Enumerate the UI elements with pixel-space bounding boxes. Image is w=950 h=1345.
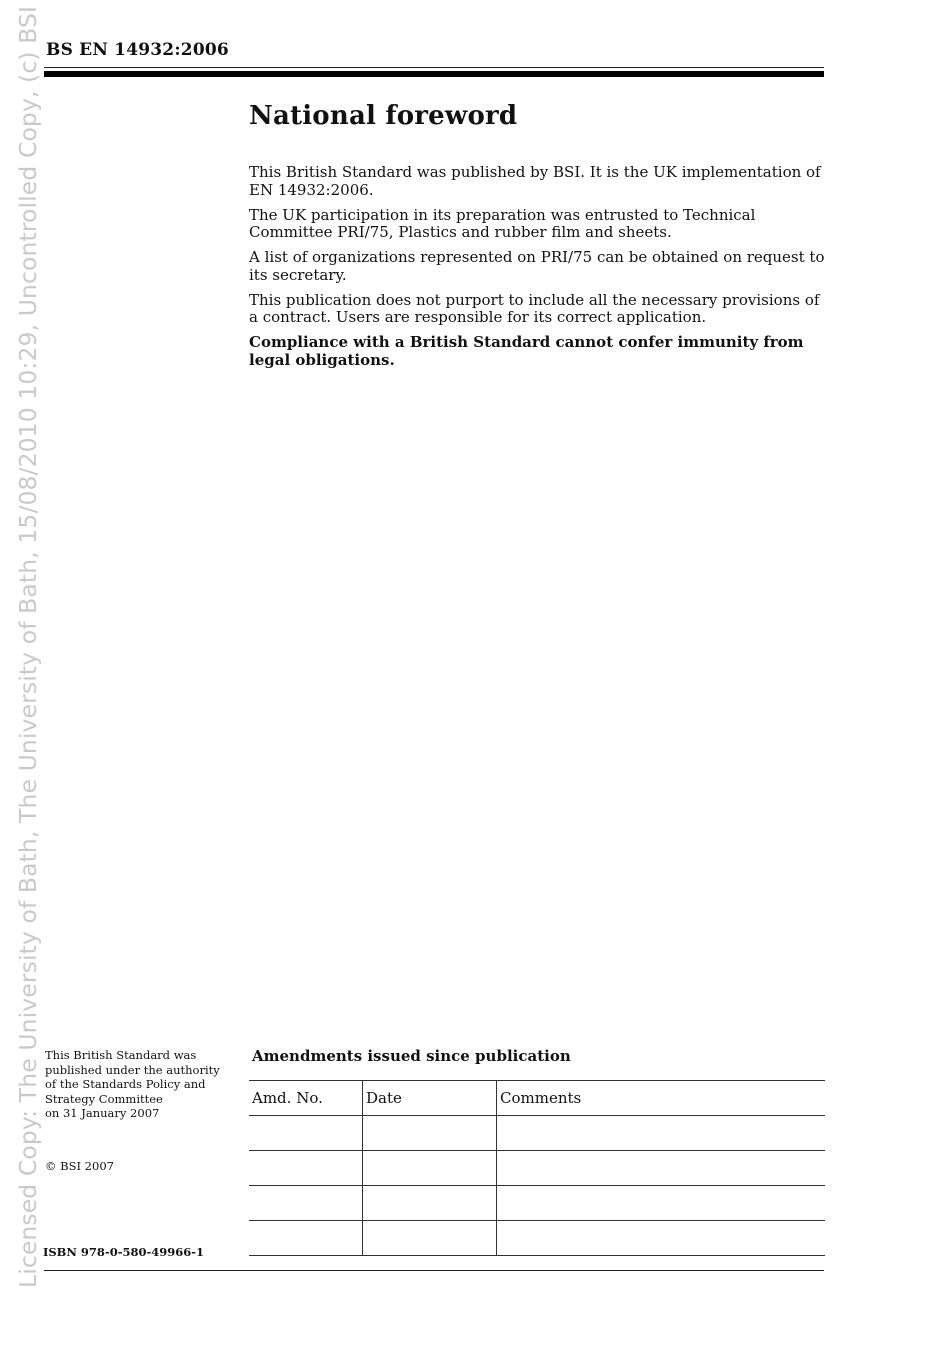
footer-rule [44, 1270, 824, 1271]
table-cell [363, 1186, 497, 1221]
publication-note-line: Strategy Committee [45, 1091, 163, 1106]
page-title: National foreword [249, 101, 518, 131]
column-header-amd-no: Amd. No. [249, 1081, 363, 1116]
publication-note-line: of the Standards Policy and [45, 1077, 206, 1091]
table-row [249, 1116, 825, 1151]
table-cell [363, 1151, 497, 1186]
amendments-title: Amendments issued since publication [252, 1047, 571, 1065]
foreword-paragraph: The UK participation in its preparation was entrusted to Technical Committee PRI/75, Plastics and rubber film and sheets. [249, 205, 756, 241]
publication-note-line: published under the authority [45, 1062, 220, 1077]
publication-note-line: This British Standard was [45, 1048, 197, 1062]
foreword-paragraph: A list of organizations represented on PRI/75 can be obtained on request to its secretary. [249, 248, 825, 284]
table-cell [363, 1116, 497, 1151]
document-id: BS EN 14932:2006 [46, 40, 229, 60]
column-header-date: Date [363, 1081, 497, 1116]
amendments-table [249, 1080, 825, 1256]
table-row [249, 1221, 825, 1256]
foreword-body [249, 164, 827, 377]
table-cell [249, 1151, 363, 1186]
column-header-comments: Comments [497, 1081, 826, 1116]
publication-note [45, 1048, 245, 1121]
copyright-notice: © BSI 2007 [45, 1159, 114, 1173]
isbn: ISBN 978-0-580-49966-1 [43, 1245, 205, 1259]
table-cell [249, 1186, 363, 1221]
table-cell [497, 1186, 826, 1221]
compliance-notice: Compliance with a British Standard cannot confer immunity from legal obligations. [249, 333, 804, 369]
table-cell [497, 1151, 826, 1186]
table-cell [363, 1221, 497, 1256]
table-cell [497, 1116, 826, 1151]
foreword-paragraph: This British Standard was published by BSI. It is the UK implementation of EN 14932:2006. [249, 163, 821, 199]
publication-note-line: on 31 January 2007 [45, 1106, 160, 1120]
header-rule-thin [44, 67, 824, 68]
table-cell [497, 1221, 826, 1256]
table-cell [249, 1221, 363, 1256]
foreword-paragraph: This publication does not purport to include all the necessary provisions of a contract. Users are responsible for its correct application. [249, 290, 820, 326]
table-row [249, 1151, 825, 1186]
table-row [249, 1186, 825, 1221]
license-watermark: Licensed Copy: The University of Bath, The University of Bath, 15/08/2010 10:29, Uncontrolled Copy, (c) BSI [14, 5, 42, 1288]
header-rule-thick [44, 71, 824, 77]
table-cell [249, 1116, 363, 1151]
table-header-row [249, 1081, 825, 1116]
